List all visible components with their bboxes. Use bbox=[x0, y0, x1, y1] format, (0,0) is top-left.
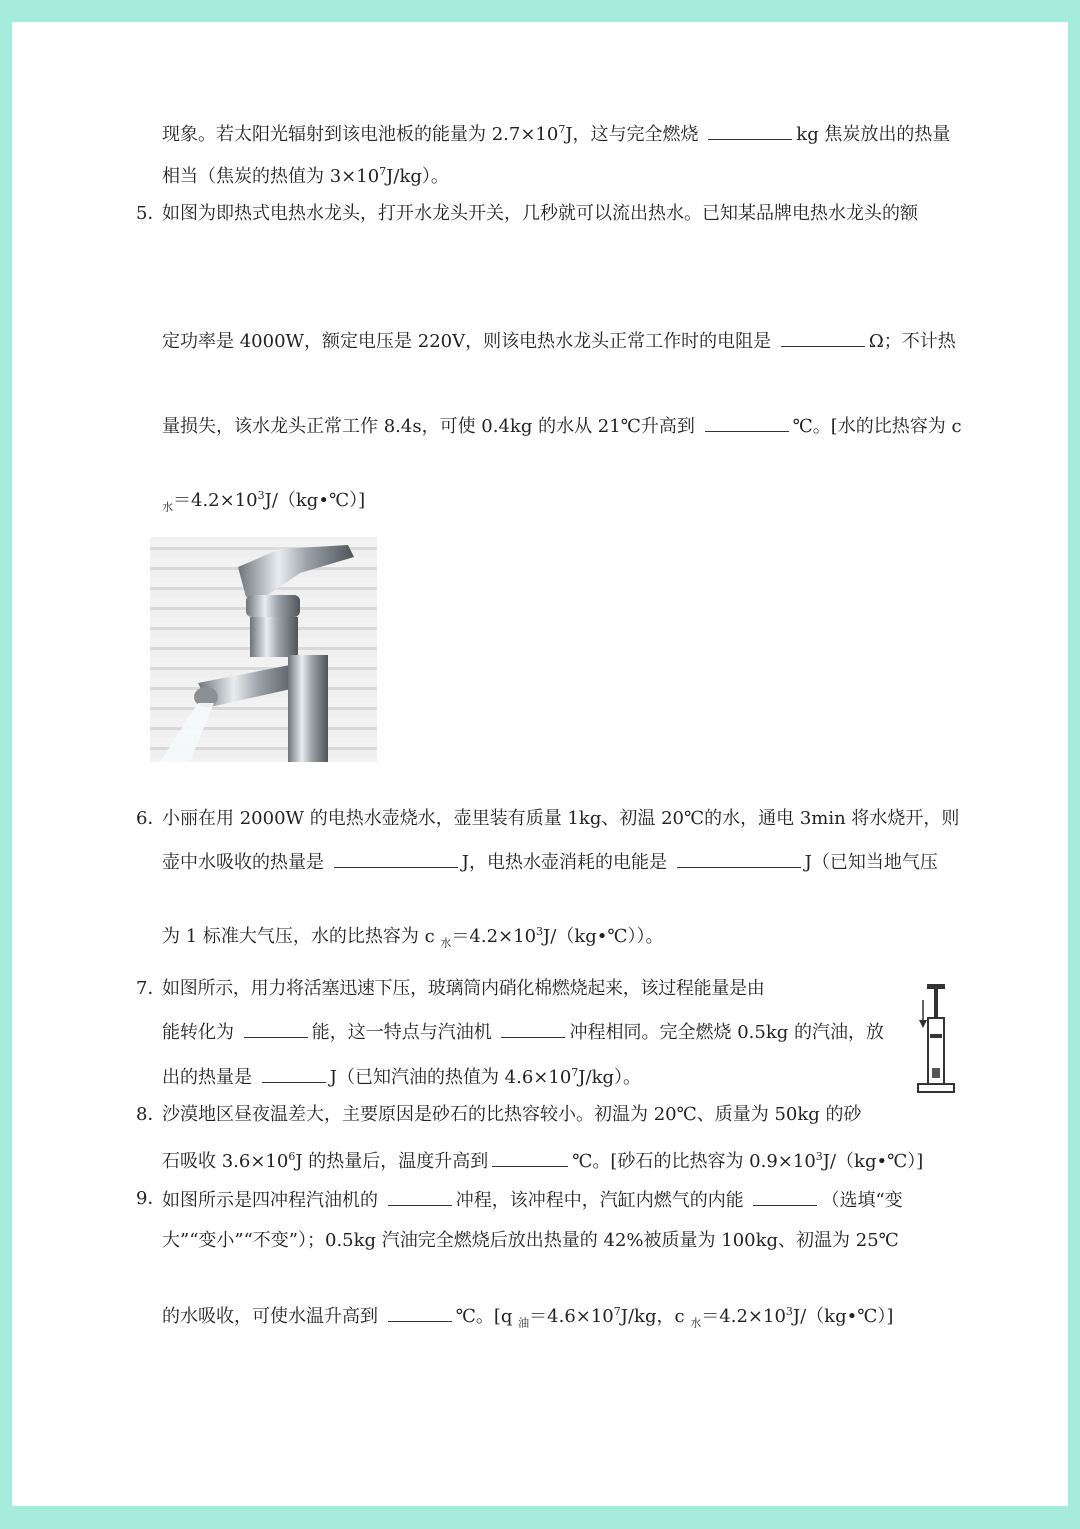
q8-temperature-blank[interactable] bbox=[492, 1148, 568, 1167]
q5-line-1: 如图为即热式电热水龙头，打开水龙头开关，几秒就可以流出热水。已知某品牌电热水龙头的额 bbox=[162, 203, 918, 224]
q4-line-1: 现象。若太阳光辐射到该电池板的能量为 $2.7\times 10^7J$，这与完全燃烧 kg 焦炭放出的热量 bbox=[162, 123, 951, 145]
q5-line-2: 定功率是 4000W，额定电压是 220V，则该电热水龙头正常工作时的电阻是 Ω；不计热 bbox=[162, 328, 956, 354]
q7-energy-form-blank[interactable] bbox=[244, 1019, 308, 1038]
q7-stroke-blank[interactable] bbox=[501, 1019, 565, 1038]
q6-energy-blank[interactable] bbox=[677, 849, 801, 868]
q5-resistance-blank[interactable] bbox=[781, 328, 865, 347]
q6-line-3: 为 1 标准大气压，水的比热容为 c $_水=4.2\times 10^3J/(kg•℃)$）。 bbox=[162, 925, 664, 950]
q8-line-1: 沙漠地区昼夜温差大，主要原因是砂石的比热容较小。初温为 20℃、质量为 50kg 的砂 bbox=[162, 1104, 862, 1125]
piston-tube-illustration bbox=[914, 982, 958, 1102]
q7-number: 7． bbox=[136, 978, 166, 999]
q8-number: 8． bbox=[136, 1104, 166, 1125]
q6-line-1: 小丽在用 2000W 的电热水壶烧水，壶里装有质量 1kg、初温 20℃的水，通电 3min 将水烧开，则 bbox=[162, 808, 960, 829]
q7-line-1: 如 图 所 示 ， 用 力 将 活 塞 迅 速 下 压 ， 玻 璃 筒 内 硝 化 棉 燃 烧 起 来 ， 该 过 程 能 量 是 由 bbox=[162, 978, 762, 999]
q9-water-temp-blank[interactable] bbox=[388, 1303, 452, 1322]
q7-heat-blank[interactable] bbox=[262, 1064, 326, 1083]
faucet-photo bbox=[150, 537, 377, 762]
q5-temperature-blank[interactable] bbox=[705, 413, 789, 432]
q8-line-2: 石吸收 $3.6\times 10^6J$ 的热量后，温度升高到 ℃。[砂石的比热容为 $0.9\times 10^3J/(kg•℃)$] bbox=[162, 1150, 924, 1172]
q4-line-2: 相当（焦炭的热值为 $3\times 10^7J/kg$）。 bbox=[162, 165, 449, 187]
q9-line-2: 大”“变小”“不变”）；0.5kg 汽油完全燃烧后放出热量的 42%被质量为 100kg、初温为 25℃ bbox=[162, 1230, 899, 1251]
q9-line-3: 的水吸收，可使水温升高到 ℃。[q $_油=4.6\times 10^7J/kg$，c $_水=4.2\times 10^3J/(kg•℃)$] bbox=[162, 1305, 894, 1330]
q6-number: 6． bbox=[136, 808, 166, 829]
worksheet-page bbox=[12, 22, 1068, 1506]
q6-line-2: 壶中水吸收的热量是 J，电热水壶消耗的电能是 J（已知当地气压 bbox=[162, 849, 938, 875]
q5-line-4: $_水=4.2\times 10^3J/(kg•℃)$] bbox=[162, 489, 366, 514]
q5-line-3: 量损失，该水龙头正常工作 8.4s，可使 0.4kg 的水从 21℃升高到 ℃。[水的比热容为 c bbox=[162, 413, 962, 439]
q7-line-2: 能转化为 能，这一特点与汽油机 冲程相同。完全燃烧 0.5kg 的汽油，放 bbox=[162, 1019, 884, 1045]
q9-internal-energy-blank[interactable] bbox=[753, 1187, 817, 1206]
q5-number: 5． bbox=[136, 203, 166, 224]
q6-heat-blank[interactable] bbox=[334, 849, 458, 868]
q9-line-1: 如图所示是四冲程汽油机的 冲程，该冲程中，汽缸内燃气的内能 （选填“变 bbox=[162, 1187, 903, 1213]
q4-blank[interactable] bbox=[708, 121, 792, 140]
q9-number: 9． bbox=[136, 1188, 166, 1209]
q9-stroke-blank[interactable] bbox=[388, 1187, 452, 1206]
q7-line-3: 出的热量是 J（已知汽油的热值为 $4.6\times 10^7J/kg$）。 bbox=[162, 1066, 642, 1088]
